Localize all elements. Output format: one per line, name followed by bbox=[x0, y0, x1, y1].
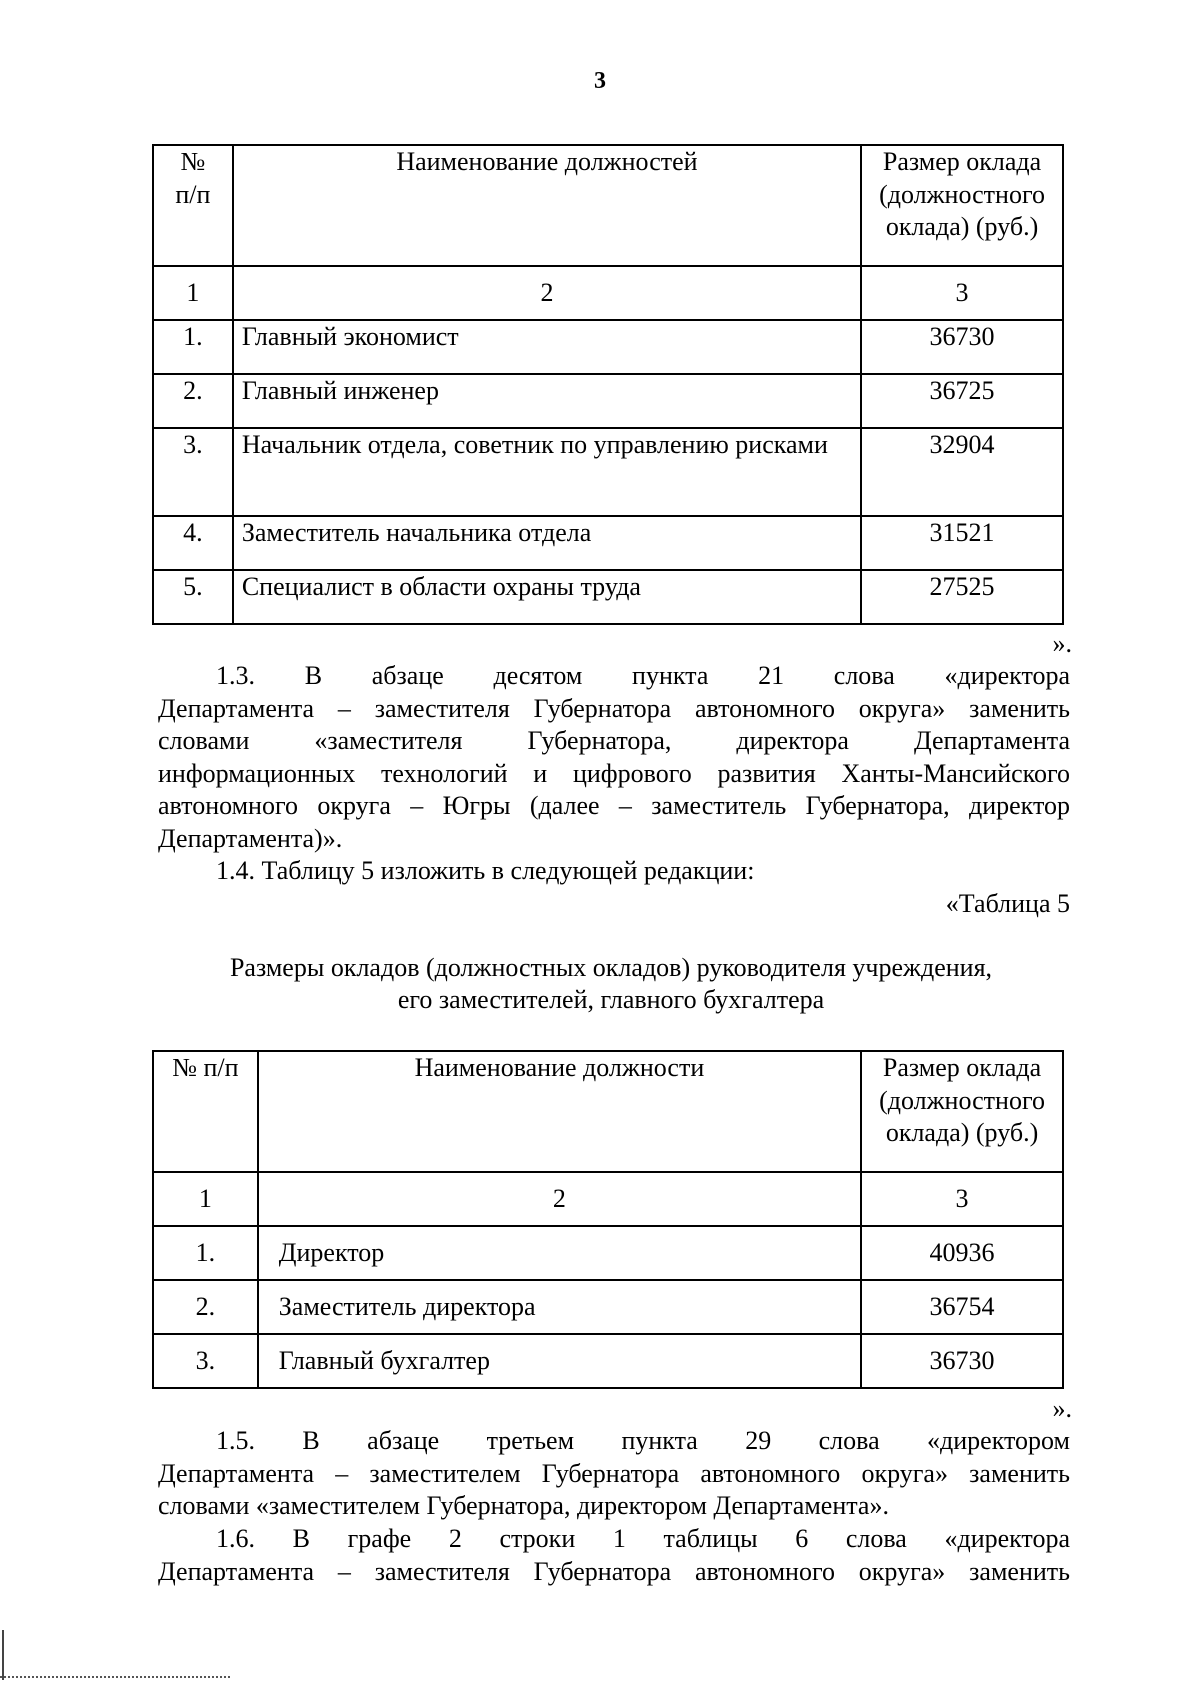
table-header-row bbox=[153, 1051, 1063, 1172]
header-num: № п/п bbox=[153, 145, 233, 266]
row-salary: 36725 bbox=[861, 374, 1063, 428]
page-number: 3 bbox=[594, 68, 606, 94]
paragraph-line: 1.5. В абзаце третьем пункта 29 слова «директором bbox=[216, 1426, 1070, 1455]
row-salary: 36754 bbox=[861, 1280, 1063, 1334]
row-num: 3. bbox=[153, 1334, 258, 1388]
scan-margin-dots bbox=[0, 1670, 230, 1678]
row-salary: 36730 bbox=[861, 320, 1063, 374]
paragraph-line: словами «заместителя Губернатора, директора Департамента bbox=[158, 726, 1070, 755]
row-salary: 40936 bbox=[861, 1226, 1063, 1280]
row-salary: 31521 bbox=[861, 516, 1063, 570]
table-5-caption bbox=[0, 952, 1200, 1016]
table-row bbox=[153, 428, 1063, 516]
row-salary: 27525 bbox=[861, 570, 1063, 624]
header-position: Наименование должностей bbox=[233, 145, 861, 266]
header-num: № п/п bbox=[153, 1051, 258, 1172]
paragraph-line: Департамента)». bbox=[158, 823, 343, 853]
col-number: 3 bbox=[861, 1172, 1063, 1226]
row-position: Главный инженер bbox=[233, 374, 861, 428]
paragraph-line: 1.3. В абзаце десятом пункта 21 слова «директора bbox=[216, 661, 1070, 690]
row-num: 2. bbox=[153, 374, 233, 428]
col-number: 2 bbox=[233, 266, 861, 320]
header-position: Наименование должности bbox=[258, 1051, 861, 1172]
paragraph-1-3 bbox=[158, 660, 1070, 855]
header-salary: Размер оклада (должностного оклада) (руб.) bbox=[861, 1051, 1063, 1172]
salary-table-1 bbox=[152, 144, 1064, 625]
row-num: 1. bbox=[153, 1226, 258, 1280]
table-row bbox=[153, 320, 1063, 374]
column-number-row bbox=[153, 266, 1063, 320]
table-row bbox=[153, 1226, 1063, 1280]
table-row bbox=[153, 1334, 1063, 1388]
row-position: Заместитель директора bbox=[258, 1280, 861, 1334]
table-row bbox=[153, 516, 1063, 570]
salary-table-5 bbox=[152, 1050, 1064, 1389]
paragraph-line: Департамента – заместителем Губернатора автономного округа» заменить bbox=[158, 1458, 1070, 1488]
row-num: 4. bbox=[153, 516, 233, 570]
paragraph-1-6 bbox=[158, 1523, 1070, 1588]
row-position: Директор bbox=[258, 1226, 861, 1280]
table-5-label: «Таблица 5 bbox=[945, 889, 1070, 918]
table-header-row bbox=[153, 145, 1063, 266]
table-row bbox=[153, 374, 1063, 428]
row-salary: 36730 bbox=[861, 1334, 1063, 1388]
header-salary: Размер оклада (должностного оклада) (руб.) bbox=[861, 145, 1063, 266]
paragraph-line: 1.6. В графе 2 строки 1 таблицы 6 слова «директора bbox=[216, 1524, 1070, 1553]
paragraph-1-4: 1.4. Таблицу 5 изложить в следующей редакции: bbox=[216, 856, 755, 885]
caption-line: Размеры окладов (должностных окладов) руководителя учреждения, bbox=[229, 953, 993, 982]
table-row bbox=[153, 1280, 1063, 1334]
caption-line: его заместителей, главного бухгалтера bbox=[397, 985, 825, 1014]
row-position: Главный бухгалтер bbox=[258, 1334, 861, 1388]
row-num: 2. bbox=[153, 1280, 258, 1334]
row-num: 1. bbox=[153, 320, 233, 374]
paragraph-line: автономного округа – Югры (далее – заместитель Губернатора, директор bbox=[158, 791, 1070, 820]
row-num: 5. bbox=[153, 570, 233, 624]
table2-closing-quote: ». bbox=[1052, 1394, 1072, 1423]
paragraph-1-5 bbox=[158, 1425, 1070, 1523]
paragraph-line: Департамента – заместителя Губернатора автономного округа» заменить bbox=[158, 693, 1070, 723]
paragraph-line: информационных технологий и цифрового развития Ханты-Мансийского bbox=[158, 758, 1070, 788]
table1-closing-quote: ». bbox=[1052, 629, 1072, 658]
paragraph-line: Департамента – заместителя Губернатора автономного округа» заменить bbox=[158, 1556, 1070, 1586]
paragraph-line: словами «заместителем Губернатора, директором Департамента». bbox=[158, 1491, 889, 1520]
row-position: Главный экономист bbox=[233, 320, 861, 374]
col-number: 1 bbox=[153, 1172, 258, 1226]
row-salary: 32904 bbox=[861, 428, 1063, 516]
col-number: 1 bbox=[153, 266, 233, 320]
row-position: Заместитель начальника отдела bbox=[233, 516, 861, 570]
table-row bbox=[153, 570, 1063, 624]
col-number: 3 bbox=[861, 266, 1063, 320]
row-position: Специалист в области охраны труда bbox=[233, 570, 861, 624]
row-position: Начальник отдела, советник по управлению рисками bbox=[233, 428, 861, 516]
col-number: 2 bbox=[258, 1172, 861, 1226]
row-num: 3. bbox=[153, 428, 233, 516]
column-number-row bbox=[153, 1172, 1063, 1226]
